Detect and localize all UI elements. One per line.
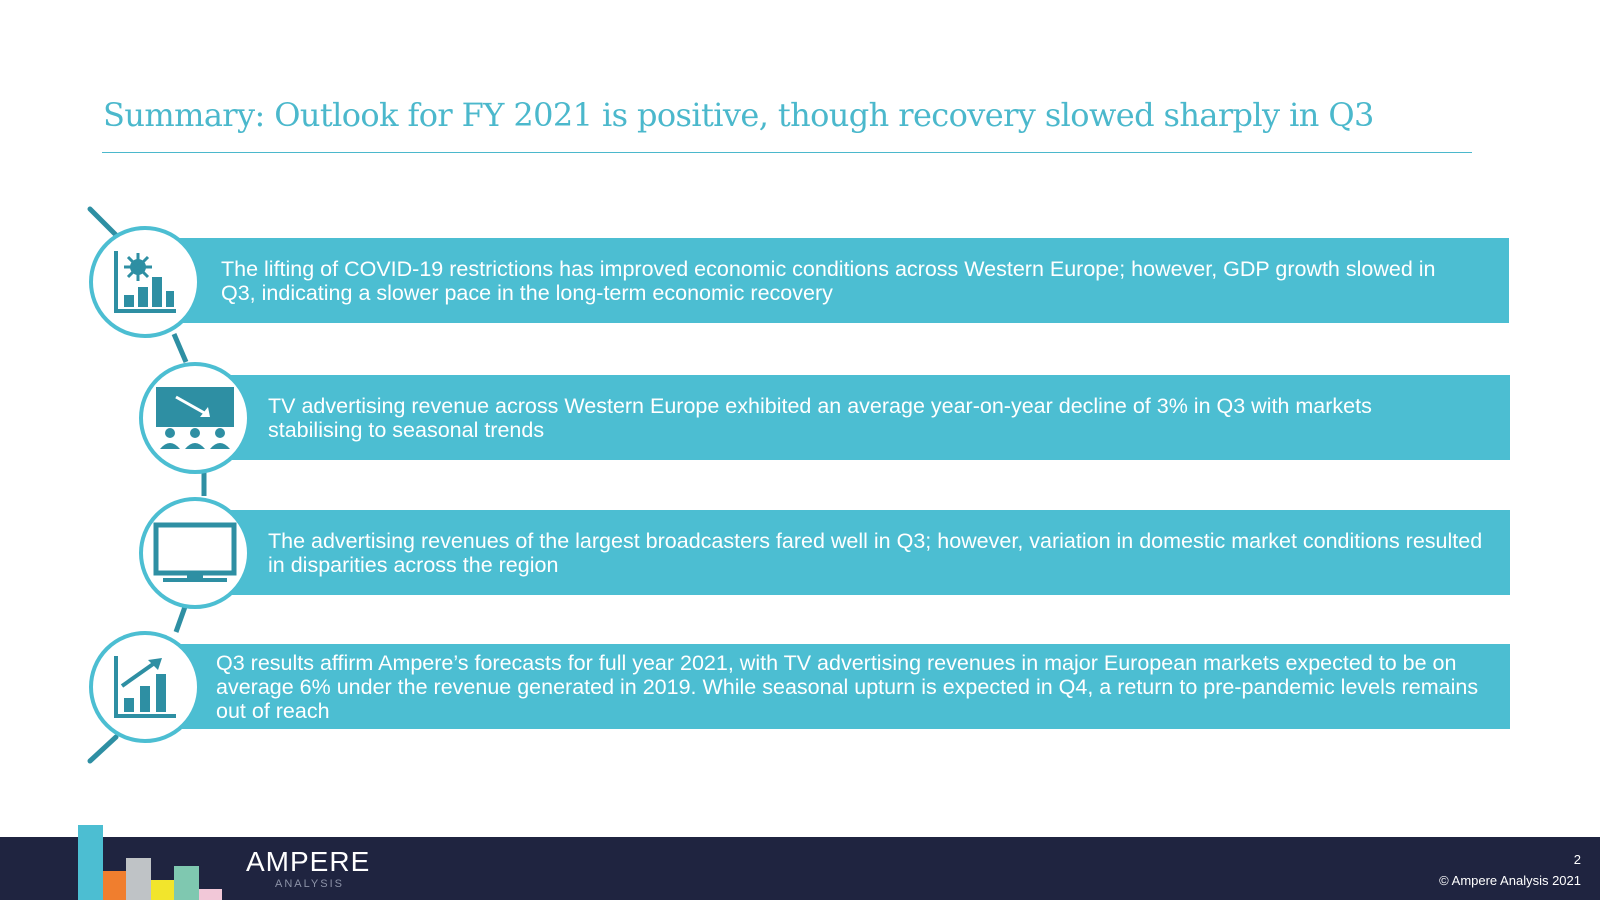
footer-bar — [0, 837, 1600, 900]
summary-text-4: Q3 results affirm Ampere’s forecasts for full year 2021, with TV advertising revenues in major European markets expected to be on average 6% under the revenue generated in 2019. While seasonal upturn is expected in Q4, a return to pre-pandemic levels remains out of reach — [216, 650, 1479, 723]
slide-title: Summary: Outlook for FY 2021 is positive, though recovery slowed sharply in Q3 — [103, 96, 1374, 134]
ampere-logo-bars — [0, 0, 240, 900]
brand-name: AMPERE — [246, 846, 371, 877]
summary-band-4 — [178, 644, 1510, 729]
summary-text-2: TV advertising revenue across Western Europe exhibited an average year-on-year decline of 3% in Q3 with markets stabilising to seasonal trends — [268, 393, 1372, 442]
copyright-notice: © Ampere Analysis 2021 — [1439, 873, 1581, 888]
summary-band-1 — [178, 238, 1509, 323]
page-number: 2 — [1573, 852, 1581, 867]
summary-text-1: The lifting of COVID-19 restrictions has improved economic conditions across Western Europe; however, GDP growth slowed in Q3, indicating a slower pace in the long-term economic recovery — [221, 256, 1436, 305]
summary-band-3 — [230, 510, 1510, 595]
brand-subtitle: ANALYSIS — [275, 878, 344, 890]
summary-text-3: The advertising revenues of the largest broadcasters fared well in Q3; however, variation in domestic market conditions resulted in disparities across the region — [268, 528, 1483, 577]
summary-band-2 — [230, 375, 1510, 460]
